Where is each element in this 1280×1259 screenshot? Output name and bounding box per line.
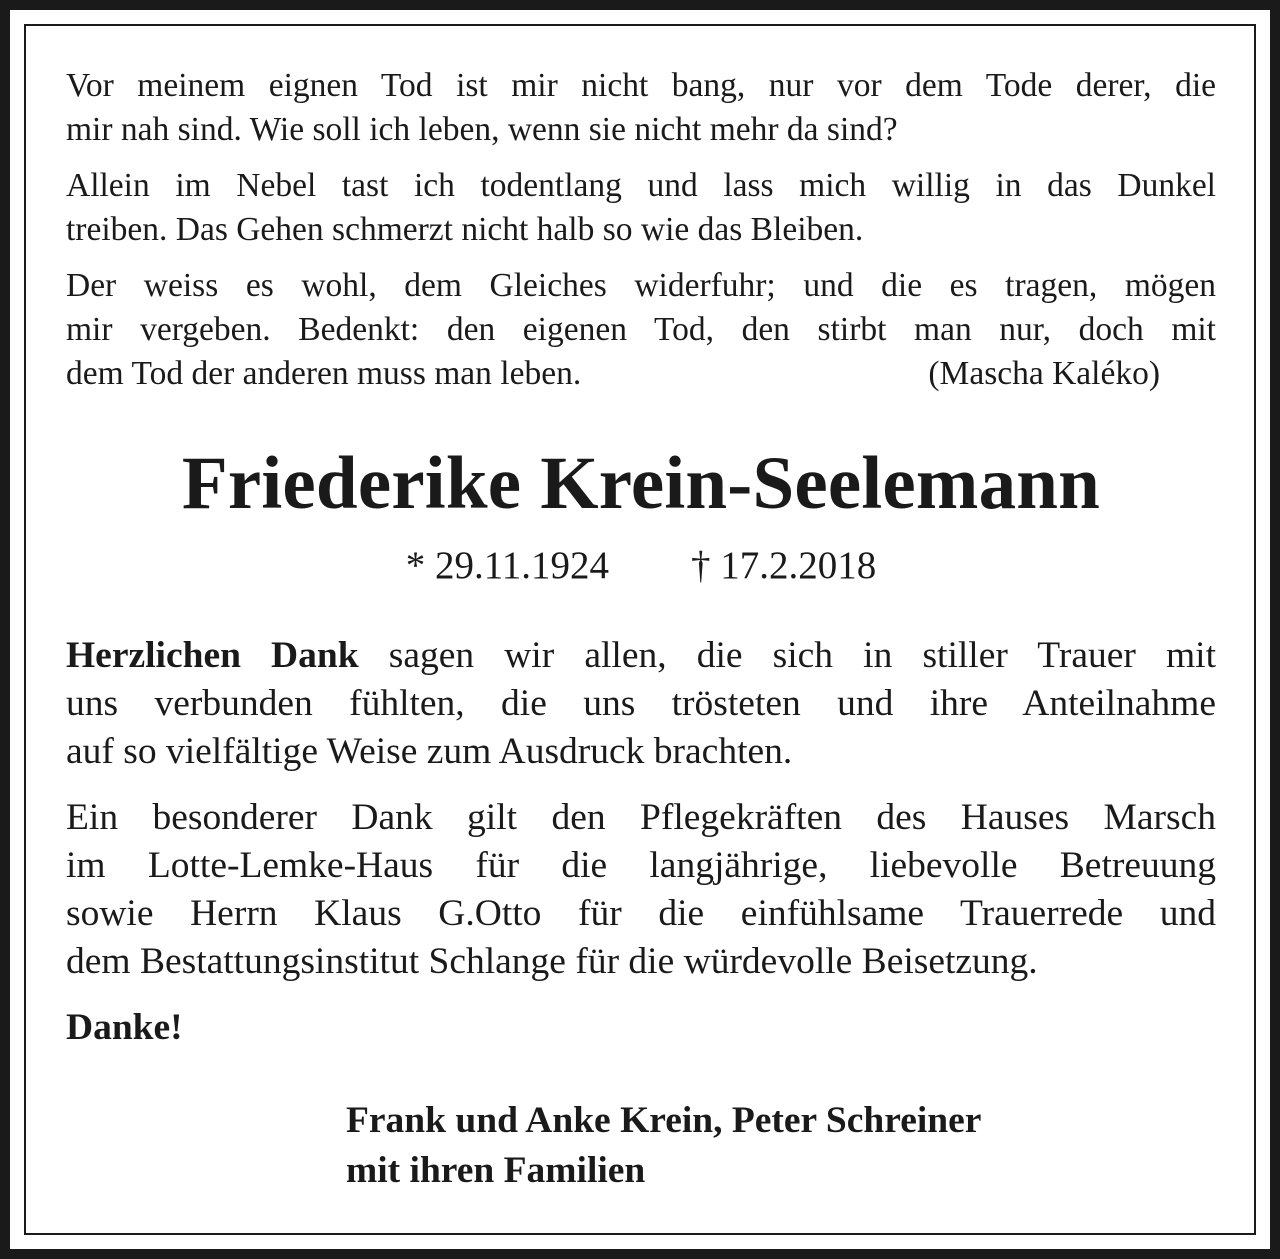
poem-line: mir nah sind. Wie soll ich leben, wenn sie nicht mehr da sind? <box>66 111 898 148</box>
thanks-line: uns verbunden fühlten, die uns trösteten und ihre Anteilnahme <box>66 683 1216 724</box>
poem-line: Allein im Nebel tast ich todentlang und lass mich willig in das Dunkel <box>66 167 1216 204</box>
poem-last-line <box>66 352 1216 396</box>
poem-line: Der weiss es wohl, dem Gleiches widerfuhr; und die es tragen, mögen <box>66 267 1216 304</box>
thanks-line: sowie Herrn Klaus G.Otto für die einfühlsame Trauerrede und <box>66 893 1216 934</box>
poem-line: dem Tod der anderen muss man leben. <box>66 355 582 392</box>
death-date: † 17.2.2018 <box>691 544 877 587</box>
poem-line: treiben. Das Gehen schmerzt nicht halb so wie das Bleiben. <box>66 211 864 248</box>
thanks-line <box>66 632 1216 680</box>
poem-line: mir vergeben. Bedenkt: den eigenen Tod, den stirbt man nur, doch mit <box>66 311 1216 348</box>
thanks-paragraph-2 <box>66 794 1216 986</box>
life-dates <box>66 544 1216 588</box>
closing-thanks: Danke! <box>66 1007 183 1048</box>
birth-date: * 29.11.1924 <box>405 544 610 587</box>
thanks-section <box>66 632 1216 1052</box>
thanks-heading: Herzlichen Dank <box>66 635 359 676</box>
poem-stanza-1 <box>66 64 1216 152</box>
thanks-line: dem Bestattungsinstitut Schlange für die würdevolle Beisetzung. <box>66 941 1038 982</box>
obituary-content <box>66 64 1216 1052</box>
signature-line-2: mit ihren Familien <box>346 1150 646 1191</box>
deceased-name: Friederike Krein-Seelemann <box>181 442 1101 525</box>
thanks-line: auf so vielfältige Weise zum Ausdruck brachten. <box>66 731 793 772</box>
signature <box>346 1096 981 1196</box>
thanks-paragraph-1 <box>66 632 1216 776</box>
signature-line-1: Frank und Anke Krein, Peter Schreiner <box>346 1100 982 1141</box>
poem-author: (Mascha Kaléko) <box>928 355 1160 392</box>
thanks-text: sagen wir allen, die sich in stiller Trauer mit <box>358 635 1217 676</box>
thanks-line: im Lotte-Lemke-Haus für die langjährige, liebevolle Betreuung <box>66 845 1216 886</box>
poem-stanza-3 <box>66 264 1216 396</box>
poem-stanza-2 <box>66 164 1216 252</box>
poem-line: Vor meinem eignen Tod ist mir nicht bang, nur vor dem Tode derer, die <box>66 67 1216 104</box>
thanks-line: Ein besonderer Dank gilt den Pflegekräften des Hauses Marsch <box>66 797 1216 838</box>
